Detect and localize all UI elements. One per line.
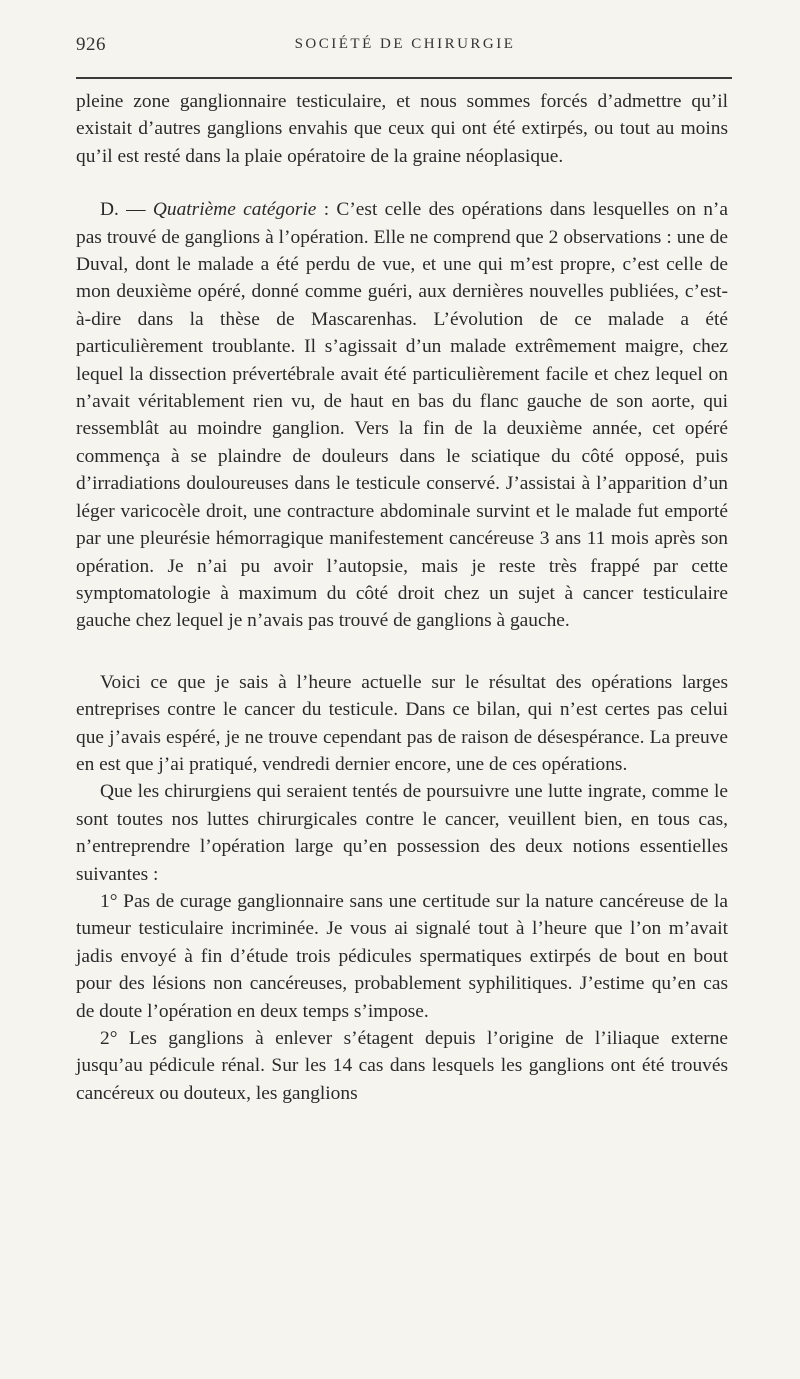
- paragraph-notion-2: 2° Les ganglions à enlever s’étagent depuis l’origine de l’iliaque externe jusqu’au pédicule rénal. Sur les 14 cas dans lesquels les ganglions ont été trouvés cancéreux ou douteux, les ganglions: [76, 1028, 728, 1104]
- header-rule: [76, 77, 732, 79]
- page-number: 926: [76, 34, 106, 55]
- paragraph-summary: Voici ce que je sais à l’heure actuelle sur le résultat des opérations larges entreprises contre le cancer du testicule. Dans ce bilan, qui n’est certes pas celui que j’avais espéré, je ne trouve cependant pas de raison de désespérance. La preuve en est que j’ai pratiqué, vendredi dernier encore, une de ces opérations.: [76, 671, 728, 775]
- running-head: SOCIÉTÉ DE CHIRURGIE: [294, 36, 516, 52]
- category-lead: D. —: [100, 199, 153, 221]
- page-header: [76, 34, 734, 64]
- paragraph-recommendation: Que les chirurgiens qui seraient tentés de poursuivre une lutte ingrate, comme le sont toutes nos luttes chirurgicales contre le cancer, veuillent bien, en tous cas, n’entreprendre l’opération large qu’en possession des deux notions essentielles suivantes :: [76, 781, 728, 885]
- body-text: [76, 88, 728, 1107]
- section-gap: [76, 635, 728, 669]
- paragraph-notion-1: 1° Pas de curage ganglionnaire sans une certitude sur la nature cancéreuse de la tumeur testiculaire incriminée. Je vous ai signalé tout à l’heure que l’on m’avait jadis envoyé à fin d’étude trois pédicules spermatiques extirpés de bout en bout pour des lésions non cancéreuses, probablement syphilitiques. J’estime qu’en cas de doute l’opération en deux temps s’impose.: [76, 890, 728, 1022]
- paragraph-category-d: [76, 196, 728, 635]
- paragraph-gap: [76, 170, 728, 196]
- category-text: : C’est celle des opérations dans lesquelles on n’a pas trouvé de ganglions à l’opération. Elle ne comprend que 2 observations : une de Duval, dont le malade a été perdu de vue, et une qui m’est propre, c’est celle de mon deuxième opéré, donné comme guéri, aux dernières nouvelles publiées, c’est-à-dire dans la thèse de Mascarenhas. L’évolution de ce malade a été particulièrement troublante. Il s’agissait d’un malade extrêmement maigre, chez lequel la dissection prévertébrale avait été particulièrement facile et chez lequel on n’avait véritablement rien vu, de haut en bas du flanc gauche de son aorte, qui ressemblât au moindre ganglion. Vers la fin de la deuxième année, cet opéré commença à se plaindre de douleurs dans le sciatique du côté opposé, puis d’irradiations douloureuses dans le testicule conservé. J’assistai à l’apparition d’un léger varicocèle droit, une contracture abdominale survint et le malade fut emporté par une pleurésie hémorragique manifestement cancéreuse 3 ans 11 mois après son opération. Je n’ai pu avoir l’autopsie, mais je reste très frappé par cette symptomatologie à maximum du côté droit chez un sujet à cancer testiculaire gauche chez lequel je n’avais pas trouvé de ganglions à gauche.: [76, 199, 728, 632]
- category-title: Quatrième catégorie: [152, 199, 317, 221]
- paragraph-continuation: pleine zone ganglionnaire testiculaire, et nous sommes forcés d’admettre qu’il existait d’autres ganglions envahis que ceux qui ont été extirpés, ou tout au moins qu’il est resté dans la plaie opératoire de la graine néoplasique.: [76, 91, 728, 167]
